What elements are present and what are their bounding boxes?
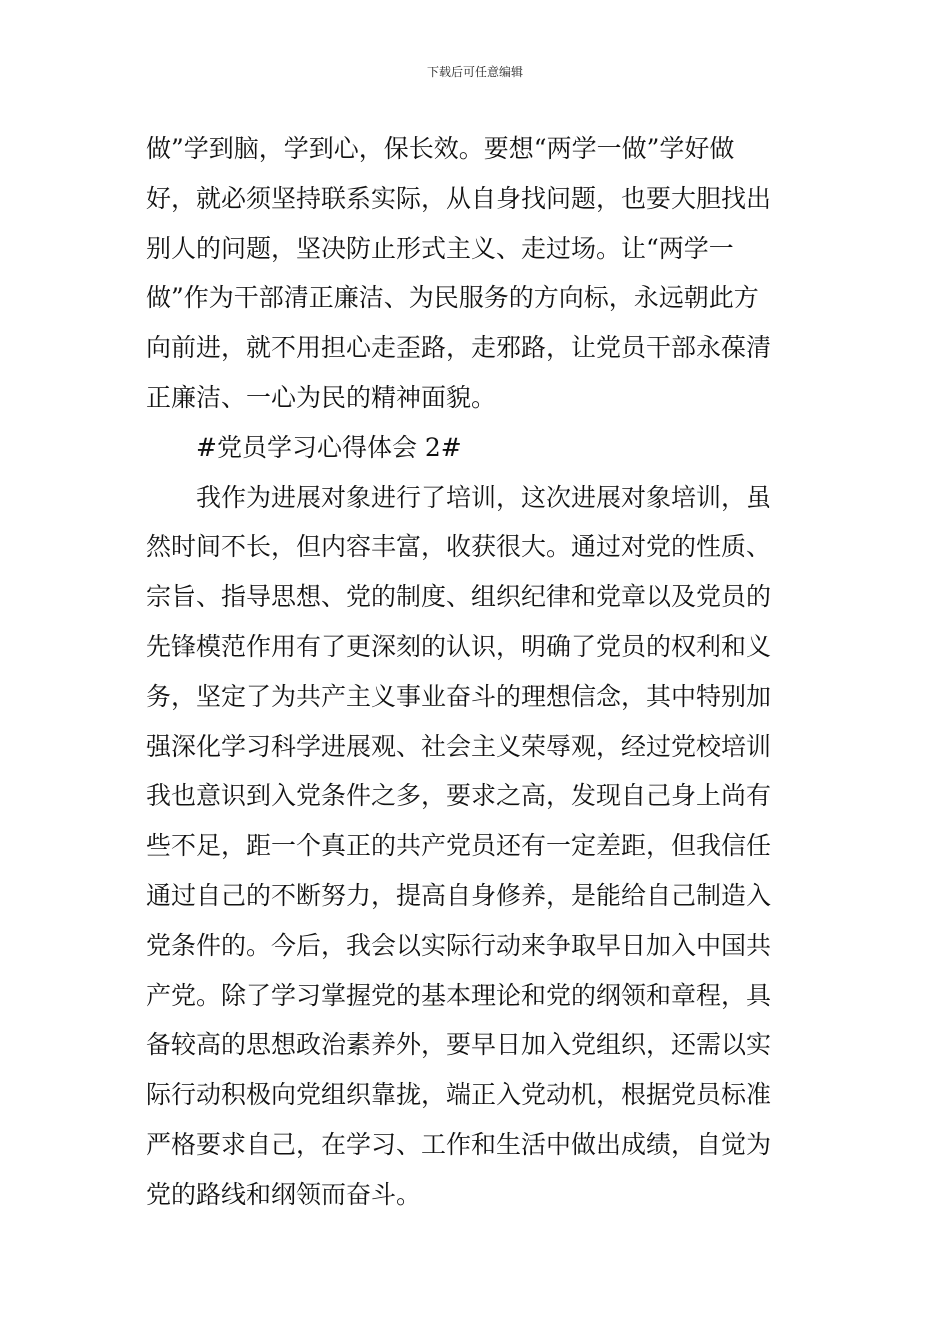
text-line: 宗旨、指导思想、党的制度、组织纪律和党章以及党员的: [146, 582, 772, 612]
section-heading: #党员学习心得体会 2#: [196, 432, 462, 462]
text-line: 我作为进展对象进行了培训，这次进展对象培训，虽: [196, 482, 772, 512]
text-line: 党条件的。今后，我会以实际行动来争取早日加入中国共: [146, 930, 772, 960]
page-header: 下载后可任意编辑: [426, 65, 523, 79]
text-line: 些不足，距一个真正的共产党员还有一定差距，但我信任: [146, 831, 772, 861]
text-line: 严格要求自己，在学习、工作和生活中做出成绩，自觉为: [146, 1129, 772, 1159]
document-body: [146, 124, 816, 1220]
text-line: 备较高的思想政治素养外，要早日加入党组织，还需以实: [146, 1030, 772, 1060]
text-line: 我也意识到入党条件之多，要求之高，发现自己身上尚有: [146, 781, 772, 811]
text-line: 好，就必须坚持联系实际，从自身找问题，也要大胆找出: [146, 183, 772, 213]
text-line: 做”学到脑，学到心，保长效。要想“两学一做”学好做: [146, 134, 735, 163]
text-line: 通过自己的不断努力，提高自身修养，是能给自己制造入: [146, 880, 772, 910]
text-line: 别人的问题，坚决防止形式主义、走过场。让“两学一: [146, 233, 734, 263]
text-line: 向前进，就不用担心走歪路，走邪路，让党员干部永葆清: [146, 333, 772, 363]
text-line: 做”作为干部清正廉洁、为民服务的方向标，永远朝此方: [146, 283, 759, 313]
text-line: 强深化学习科学进展观、社会主义荣辱观，经过党校培训: [146, 731, 772, 761]
text-line: 务，坚定了为共产主义事业奋斗的理想信念，其中特别加: [146, 681, 772, 711]
text-line: 党的路线和纲领而奋斗。: [146, 1179, 422, 1209]
text-line: 先锋模范作用有了更深刻的认识，明确了党员的权利和义: [146, 631, 772, 661]
text-line: 际行动积极向党组织靠拢，端正入党动机，根据党员标准: [146, 1080, 772, 1110]
text-line: 产党。除了学习掌握党的基本理论和党的纲领和章程，具: [146, 980, 772, 1010]
text-line: 正廉洁、一心为民的精神面貌。: [146, 382, 497, 412]
text-line: 然时间不长，但内容丰富，收获很大。通过对党的性质、: [146, 532, 772, 562]
